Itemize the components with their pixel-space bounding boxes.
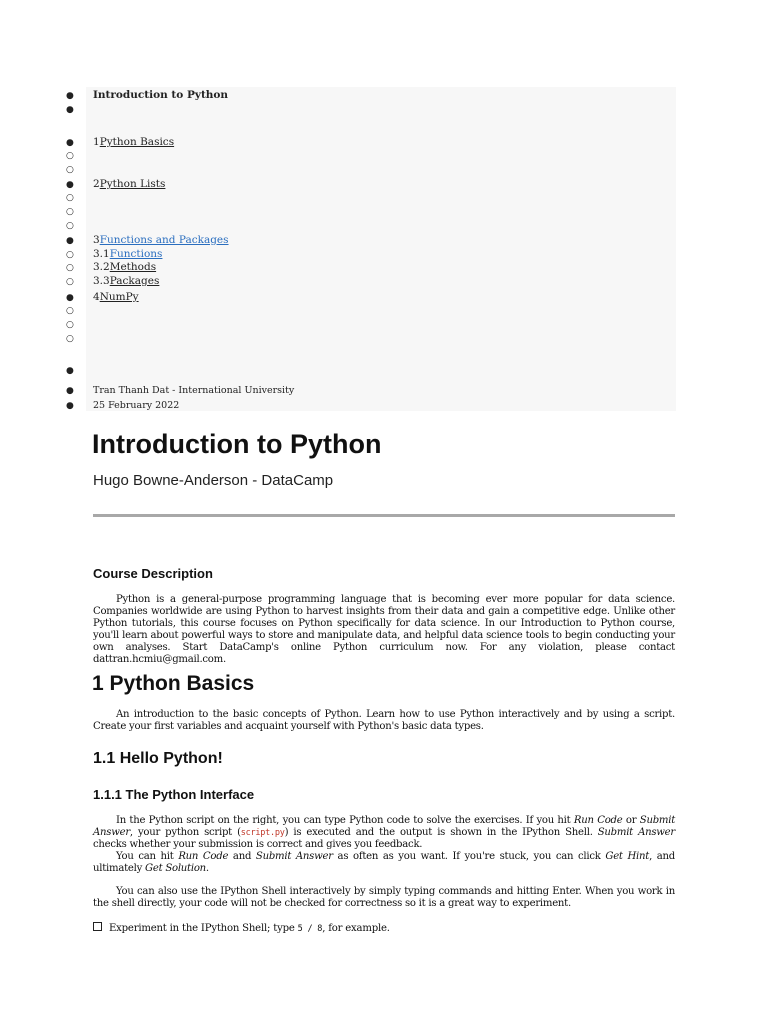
toc-link-packages[interactable]: Packages (109, 275, 160, 287)
toc-bullet: ○ (66, 207, 74, 217)
toc-section-4[interactable]: ● 4NumPy (66, 291, 139, 303)
toc-link-methods[interactable]: Methods (109, 261, 157, 273)
python-basics-intro: An introduction to the basic concepts of Python. Learn how to use Python interactively and by using a script. Create your first variables and acquaint yourself with Python's basic data types. (93, 709, 675, 732)
toc-section-3[interactable]: ● 3Functions and Packages (66, 234, 229, 246)
toc-link-numpy[interactable]: NumPy (99, 291, 139, 303)
toc-section-2[interactable]: ● 2Python Lists (66, 178, 166, 190)
toc-link-functions-and-packages[interactable]: Functions and Packages (99, 234, 229, 246)
toc-bullet: ○ (66, 165, 74, 175)
toc-bullet: ○ (66, 221, 74, 231)
toc-bullet: ● (66, 366, 74, 376)
document-subtitle: Hugo Bowne-Anderson - DataCamp (93, 472, 334, 489)
toc-link-python-lists[interactable]: Python Lists (99, 178, 166, 190)
document-title: Introduction to Python (92, 429, 382, 459)
toc-bullet: ○ (66, 151, 74, 161)
toc-link-functions[interactable]: Functions (109, 248, 163, 260)
subsubsection-heading-python-interface: 1.1.1 The Python Interface (93, 787, 255, 802)
toc-section-1[interactable]: ● 1Python Basics (66, 136, 175, 148)
python-interface-paragraph-2: You can hit Run Code and Submit Answer as often as you want. If you're stuck, you can click Get Hint, and ultimately Get Solution. (93, 851, 676, 874)
toc-subsection-3-2[interactable]: ○ 3.2Methods (66, 261, 157, 273)
toc-bullet: ○ (66, 334, 74, 344)
python-interface-paragraph-1: In the Python script on the right, you can type Python code to solve the exercises. If you hit Run Code or Submit Answer, your python script (script.py) is executed and the output is shown in the IPython Shell. Submit Answer checks whether your submission is correct and gives you feedback. (93, 815, 676, 850)
toc-date: ● 25 February 2022 (66, 400, 180, 411)
title-divider (93, 514, 675, 517)
course-description-text: Python is a general-purpose programming language that is becoming ever more popular for data science. Companies worldwide are using Python to harvest insights from their data and gain a competitive edge. Unlike other Python tutorials, this course focuses on Python specifically for data science. In our Introduction to Python course, you'll learn about powerful ways to store and manipulate data, and helpful data science tools to begin conducting your own analyses. Start DataCamp's online Python curriculum now. For any violation, please contact dattran.hcmiu@gmail.com. (93, 594, 675, 665)
toc-link-python-basics[interactable]: Python Basics (99, 136, 175, 148)
course-description-heading: Course Description (93, 566, 213, 581)
toc-bullet: ○ (66, 306, 74, 316)
python-interface-paragraph-3: You can also use the IPython Shell interactively by simply typing commands and hitting Enter. When you work in the shell directly, your code will not be checked for correctness so it is a great way to experiment. (93, 886, 675, 909)
table-of-contents (86, 87, 676, 411)
task-code: 5 / 8 (297, 924, 323, 934)
toc-subsection-3-3[interactable]: ○ 3.3Packages (66, 275, 160, 287)
exercise-task: Experiment in the IPython Shell; type 5 / 8, for example. (93, 922, 390, 936)
toc-subsection-3-1[interactable]: ○ 3.1Functions (66, 248, 163, 260)
section-heading-python-basics: 1 Python Basics (92, 672, 255, 695)
toc-author: ● Tran Thanh Dat - International University (66, 385, 295, 396)
checkbox-icon (93, 922, 102, 931)
toc-title: ● Introduction to Python (66, 89, 229, 101)
script-filename: script.py (240, 828, 285, 838)
toc-bullet: ○ (66, 193, 74, 203)
toc-bullet: ○ (66, 320, 74, 330)
subsection-heading-hello-python: 1.1 Hello Python! (93, 750, 223, 767)
toc-bullet: ● (66, 105, 74, 115)
